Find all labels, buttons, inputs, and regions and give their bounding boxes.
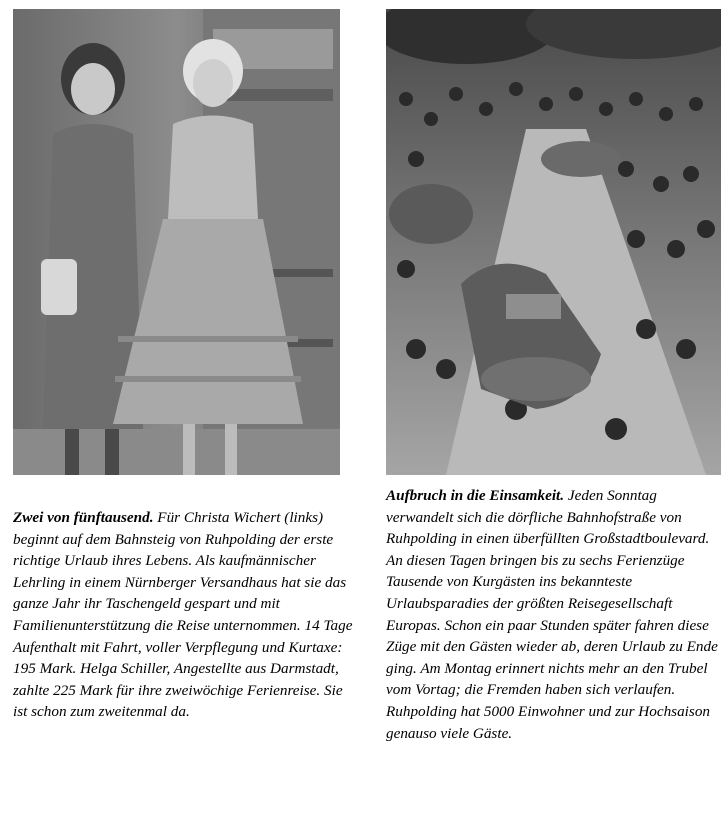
photo-two-women-train xyxy=(13,9,340,475)
left-column xyxy=(13,9,353,721)
photo-crowded-street-cars xyxy=(386,9,721,475)
right-column xyxy=(386,9,721,742)
photo-two-women-illustration xyxy=(13,9,340,475)
right-caption xyxy=(386,485,724,744)
right-caption-body: Jeden Sonntag verwandelt sich die dörfliche Bahnhofstraße von Ruhpolding in einen überfüllten Großstadtboulevard. An diesen Tagen bringen bis zu sechs Ferienzüge Tausende von Kurgästen ins bekannteste Urlaubsparadies der größten Reisegesellschaft Europas. Schon ein paar Stunden später fahren diese Züge mit den Gästen wieder ab, deren Urlaub zu Ende ging. Am Montag erinnert nichts mehr an den Trubel vom Vortag; die Fremden haben sich verlaufen. Ruhpolding hat 5000 Einwohner und zur Hochsaison genauso viele Gäste. xyxy=(386,487,718,742)
left-caption xyxy=(13,507,353,723)
left-caption-body: Für Christa Wichert (links) beginnt auf dem Bahnsteig von Ruhpolding der erste richtige Urlaub ihres Lebens. Als kaufmännischer Lehrling in einem Nürnberger Versandhaus hat sie das ganze Jahr ihr Taschengeld gespart und mit Familienunterstützung die Reise unternommen. 14 Tage Aufenthalt mit Fahrt, voller Verpflegung und Kurtaxe: 195 Mark. Helga Schiller, Angestellte aus Darmstadt, zahlte 225 Mark für ihre zweiwöchige Ferienreise. Sie ist schon zum zweitenmal da. xyxy=(13,509,353,721)
photo-crowd-illustration xyxy=(386,9,721,475)
right-caption-title: Aufbruch in die Einsamkeit. xyxy=(386,487,565,504)
left-caption-title: Zwei von fünftausend. xyxy=(13,509,154,526)
